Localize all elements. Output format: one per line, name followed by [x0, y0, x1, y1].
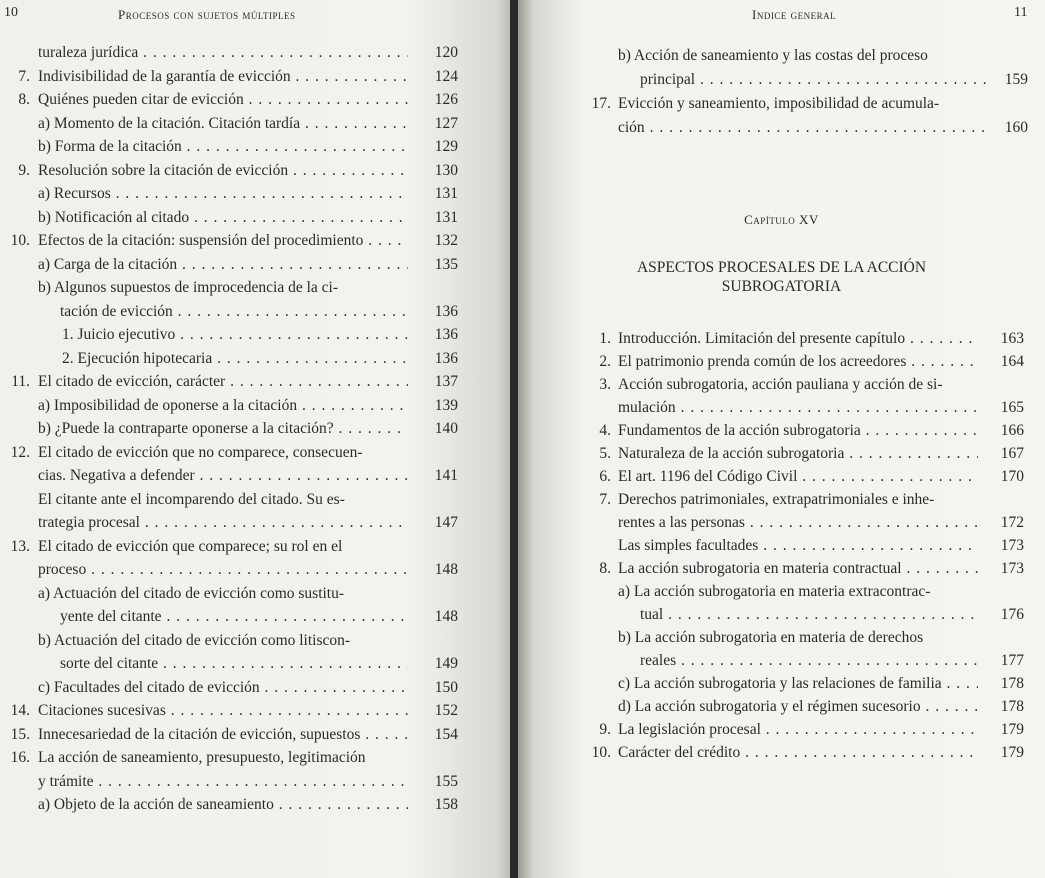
entry-title: c) La acción subrogatoria y las relaciones de familia . . . [618, 673, 978, 695]
entry-number: 10. [10, 232, 30, 249]
entry-number: 4. [599, 422, 611, 439]
toc-entry [518, 673, 1045, 695]
toc-entry [0, 536, 512, 558]
entry-page: 127 [434, 114, 458, 132]
entry-page: 164 [1000, 353, 1024, 370]
toc-entry [518, 650, 1045, 672]
entry-number: 1. [599, 330, 611, 347]
toc-entry [518, 604, 1045, 626]
toc-entry [0, 606, 512, 628]
entry-number: 8. [18, 91, 30, 108]
toc-entry [0, 301, 512, 323]
toc-entry [0, 677, 512, 699]
entry-page: 148 [434, 561, 458, 578]
entry-page: 131 [434, 208, 458, 226]
entry-title: 1. Juicio ejecutivo . . . [62, 324, 408, 346]
entry-number: 2. [599, 353, 611, 370]
entry-title: Quiénes pueden citar de evicción . . . [38, 89, 408, 111]
entry-page: 155 [434, 772, 458, 790]
toc-entry [0, 348, 512, 370]
toc-entry [0, 254, 512, 276]
entry-title: El citante ante el incomparendo del citado. Su es- [38, 490, 345, 508]
entry-page: 136 [434, 326, 458, 343]
toc-entry [0, 794, 512, 816]
entry-title: a) Recursos . . . [38, 183, 408, 205]
toc-entry [518, 512, 1045, 534]
toc-entry [0, 136, 512, 158]
entry-title: principal . . . [640, 69, 988, 91]
entry-number: 9. [18, 161, 30, 179]
entry-page: 147 [434, 514, 458, 531]
entry-title: Citaciones sucesivas . . . [38, 700, 408, 722]
entry-title: b) Forma de la citación . . . [38, 136, 408, 158]
toc-entry [0, 89, 512, 111]
entry-page: 139 [434, 396, 458, 414]
entry-page: 130 [434, 161, 458, 179]
entry-page: 163 [1000, 330, 1024, 347]
entry-title: cias. Negativa a defender . . . [38, 465, 408, 487]
entry-title: b) Actuación del citado de evicción como litiscon- [38, 631, 351, 649]
entry-number: 8. [599, 560, 611, 577]
toc-entry [0, 747, 512, 769]
toc-entry [0, 371, 512, 393]
entry-title: Derechos patrimoniales, extrapatrimoniales e inhe- [618, 491, 935, 508]
entry-title: Innecesariedad de la citación de evicción, supuestos . . . [38, 724, 408, 746]
entry-page: 167 [1000, 445, 1024, 462]
entry-title: d) La acción subrogatoria y el régimen sucesorio . . . [618, 696, 978, 718]
entry-number: 7. [18, 67, 30, 85]
chapter-title: ASPECTOS PROCESALES DE LA ACCIÓN SUBROGATORIA [636, 259, 927, 295]
entry-title: Introducción. Limitación del presente capítulo . . . [618, 328, 978, 350]
entry-title: El art. 1196 del Código Civil . . . [618, 466, 978, 488]
entry-page: 137 [434, 373, 458, 390]
entry-title: yente del citante . . . [60, 606, 408, 628]
toc-entry [0, 442, 512, 464]
chapter-label: Capítulo XV [744, 212, 819, 227]
toc-entry [518, 443, 1045, 465]
entry-title: sorte del citante . . . [60, 653, 408, 675]
entry-number: 17. [591, 95, 611, 112]
entry-number: 5. [599, 445, 611, 462]
toc-entry [0, 653, 512, 675]
toc-entry [518, 328, 1045, 350]
entry-page: 152 [434, 702, 458, 719]
entry-title: Carácter del crédito . . . [618, 742, 978, 764]
entry-title: a) Carga de la citación . . . [38, 254, 408, 276]
entry-page: 179 [1000, 721, 1024, 738]
toc-entry [518, 696, 1045, 718]
entry-number: 16. [10, 749, 30, 766]
toc-entry [518, 117, 1045, 139]
left-page [0, 0, 512, 878]
entry-title: b) Algunos supuestos de improcedencia de la ci- [38, 279, 339, 296]
entry-number: 13. [10, 537, 30, 555]
toc-entry [0, 324, 512, 346]
entry-title: La acción de saneamiento, presupuesto, legitimación [38, 749, 366, 766]
entry-page: 148 [434, 608, 458, 625]
entry-page: 178 [1000, 675, 1024, 692]
entry-page: 176 [1000, 606, 1024, 623]
toc-entry [0, 113, 512, 135]
entry-title: b) La acción subrogatoria en materia de derechos [618, 629, 924, 646]
entry-page: 172 [1000, 514, 1024, 531]
entry-page: 129 [434, 138, 458, 155]
entry-page: 160 [1004, 119, 1028, 136]
toc-entry [518, 45, 1045, 67]
page-number: 11 [1014, 5, 1028, 20]
entry-title: tual . . . [640, 604, 978, 626]
toc-entry [0, 183, 512, 205]
entry-title: 2. Ejecución hipotecaria . . . [62, 348, 408, 370]
entry-title: Efectos de la citación: suspensión del procedimiento . . . [38, 230, 408, 252]
entry-page: 179 [1000, 744, 1024, 761]
right-page [518, 0, 1045, 878]
entry-page: 124 [434, 67, 458, 85]
entry-number: 6. [599, 468, 611, 485]
entry-title: Indivisibilidad de la garantía de evicción . . . [38, 66, 408, 88]
entry-number: 9. [599, 721, 611, 738]
toc-entry [518, 397, 1045, 419]
entry-page: 131 [434, 185, 458, 202]
entry-title: Naturaleza de la acción subrogatoria . . . [618, 443, 978, 465]
entry-number: 12. [10, 443, 30, 461]
entry-page: 136 [434, 349, 458, 367]
entry-title: Las simples facultades . . . [618, 535, 978, 557]
toc-entry [0, 418, 512, 440]
toc-entry [0, 66, 512, 88]
page-number: 10 [4, 5, 18, 20]
entry-number: 14. [10, 702, 30, 719]
entry-title: El citado de evicción que no comparece, consecuen- [38, 443, 363, 461]
entry-title: La legislación procesal . . . [618, 719, 978, 741]
toc-entry [518, 93, 1045, 115]
entry-page: 136 [434, 302, 458, 320]
entry-page: 165 [1000, 399, 1024, 416]
entry-page: 173 [1000, 560, 1024, 577]
running-head: Procesos con sujetos múltiples [118, 7, 296, 22]
toc-entry [0, 465, 512, 487]
toc-entry [518, 69, 1045, 91]
entry-page: 149 [434, 655, 458, 672]
entry-page: 166 [1000, 422, 1024, 439]
toc-entry [518, 489, 1045, 511]
entry-page: 150 [434, 678, 458, 696]
entry-title: b) Acción de saneamiento y las costas del proceso [618, 47, 928, 64]
entry-number: 3. [599, 376, 611, 393]
entry-title: Evicción y saneamiento, imposibilidad de acumula- [618, 95, 940, 112]
entry-title: El patrimonio prenda común de los acreedores . . . [618, 351, 978, 373]
toc-entry [0, 42, 512, 64]
toc-entry [0, 583, 512, 605]
entry-page: 159 [1004, 71, 1028, 88]
toc-entry [0, 277, 512, 299]
toc-entry [518, 627, 1045, 649]
entry-title: proceso . . . [38, 559, 408, 581]
toc-entry [518, 581, 1045, 603]
toc-entry [518, 535, 1045, 557]
entry-title: ción . . . [618, 117, 988, 139]
entry-title: a) Objeto de la acción de saneamiento . . . [38, 794, 408, 816]
entry-number: 15. [10, 725, 30, 743]
toc-entry [0, 489, 512, 511]
toc-entry [0, 724, 512, 746]
entry-title: a) La acción subrogatoria en materia extracontrac- [618, 583, 931, 600]
entry-title: a) Momento de la citación. Citación tardía . . . [38, 113, 408, 135]
entry-page: 170 [1000, 468, 1024, 485]
entry-title: tación de evicción . . . [60, 301, 408, 323]
entry-number: 10. [591, 744, 611, 761]
entry-title: El citado de evicción que comparece; su rol en el [38, 537, 343, 555]
toc-entry [0, 559, 512, 581]
toc-entry [518, 374, 1045, 396]
toc-entry [518, 742, 1045, 764]
running-head: Indice general [752, 7, 837, 22]
entry-title: b) ¿Puede la contraparte oponerse a la citación? . . . [38, 418, 408, 440]
entry-title: El citado de evicción, carácter . . . [38, 371, 408, 393]
entry-page: 140 [434, 420, 458, 437]
entry-page: 158 [434, 796, 458, 813]
entry-page: 173 [1000, 537, 1024, 554]
entry-page: 177 [1000, 652, 1024, 669]
toc-entry [518, 719, 1045, 741]
entry-title: mulación . . . [618, 397, 978, 419]
entry-title: La acción subrogatoria en materia contractual . . . [618, 558, 978, 580]
entry-page: 141 [434, 467, 458, 484]
toc-entry [0, 160, 512, 182]
entry-number: 7. [599, 491, 611, 508]
toc-entry [518, 351, 1045, 373]
toc-entry [518, 466, 1045, 488]
entry-title: rentes a las personas . . . [618, 512, 978, 534]
toc-entry [0, 230, 512, 252]
entry-title: trategia procesal . . . [38, 512, 408, 534]
toc-entry [0, 700, 512, 722]
toc-entry [0, 395, 512, 417]
entry-number: 11. [11, 373, 30, 390]
entry-page: 120 [434, 44, 458, 61]
toc-entry [518, 420, 1045, 442]
entry-title: reales . . . [640, 650, 978, 672]
entry-page: 132 [434, 232, 458, 249]
toc-entry [0, 630, 512, 652]
entry-title: y trámite . . . [38, 771, 408, 793]
toc-entry [0, 512, 512, 534]
toc-entry [0, 771, 512, 793]
entry-title: b) Notificación al citado . . . [38, 207, 408, 229]
entry-title: turaleza jurídica . . . [38, 42, 408, 64]
toc-entry [518, 558, 1045, 580]
entry-page: 126 [434, 91, 458, 108]
entry-title: Fundamentos de la acción subrogatoria . . . [618, 420, 978, 442]
entry-title: a) Actuación del citado de evicción como sustitu- [38, 584, 345, 602]
entry-title: Acción subrogatoria, acción pauliana y acción de si- [618, 376, 943, 393]
entry-title: c) Facultades del citado de evicción . . . [38, 677, 408, 699]
entry-page: 135 [434, 255, 458, 273]
entry-page: 178 [1000, 698, 1024, 715]
toc-entry [0, 207, 512, 229]
entry-title: Resolución sobre la citación de evicción . . . [38, 160, 408, 182]
entry-title: a) Imposibilidad de oponerse a la citación . . . [38, 395, 408, 417]
entry-page: 154 [434, 725, 458, 743]
